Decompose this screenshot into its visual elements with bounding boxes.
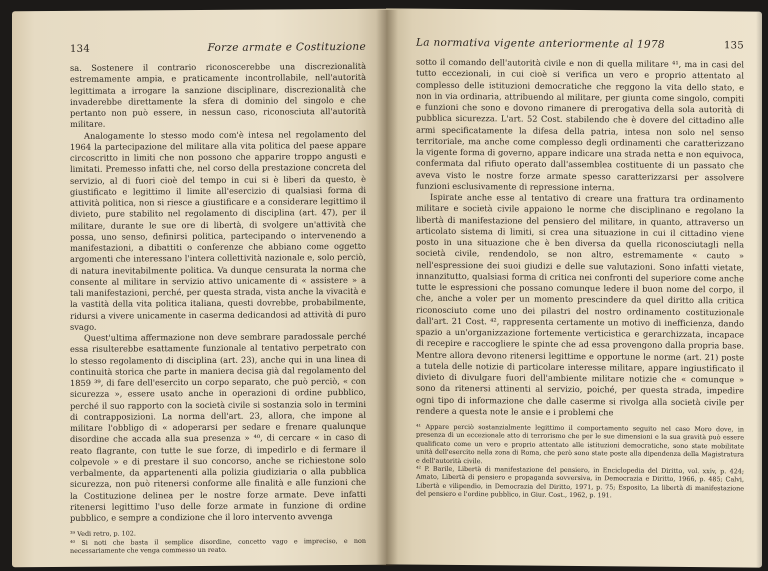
right-page-number: 135 xyxy=(724,40,744,52)
left-page xyxy=(12,9,386,568)
right-paragraph-1: sotto il comando dell'autorità civile e non di quella militare ⁴¹, ma in casi del tutto eccezionali, in cui cioè si verifica un vero e proprio attentato al complesso delle istituzioni democratiche che reggono la vita dello stato, e non in via ordinaria, attribuendo al militare, per giunta come singolo, compiti e funzioni che sono e dovono rimanere di prerogativa della sola autorità di pubblica sicurezza. L'art. 52 Cost. stabilendo che è dovere del cittadino alle armi specificatamente la difesa della patria, intesa non solo nel senso territoriale, ma anche come complesso degli ordinamenti che caratterizzano la vigente forma di governo, appare indicare una strada netta e non equivoca, confermata dal rifiuto operato dall'assemblea costituente di un passato che aveva visto le nostre forze armate spesso caratterizzarsi per assolvere funzioni esclusivamente di repressione interna. xyxy=(416,56,744,193)
left-footnote-40: ⁴⁰ Si noti che basta il semplice disordine, concetto vago e impreciso, e non necessariamente che venga commesso un reato. xyxy=(70,536,366,555)
right-footnote-41: ⁴¹ Appare perciò sostanzialmente legittimo il comportamento seguito nel caso Moro dove, in presenza di un eccezionale atto di terrorismo che per le sue dimensioni e la sua gravità può essere qualificato come un vero e proprio attentato alle istituzioni democratiche, sono state mobilitate unità dell'esercito nella zona di Roma, che però sono state poste alla dipendenza della Magistratura e dell'autorità civile. xyxy=(416,422,744,465)
right-footnote-42: ⁴² P. Barile, Libertà di manifestazione del pensiero, in Enciclopedia del Diritto, vol. xxiv, p. 424; Amato, Libertà di pensiero e propaganda sovversiva, in Democrazia e Diritto, 1966, p. 485; Calvi, Libertà e vilipendio, in Democrazia del Diritto, 1971, p. 75; Esposito, La libertà di manifestazione del pensiero e l'ordine pubblico, in Giur. Cost., 1962, p. 191. xyxy=(416,464,744,500)
left-paragraph-3: Quest'ultima affermazione non deve sembrare paradossale perché essa risulterebbe esattamente funzionale al tentativo perpetrato con lo stesso regolamento di disciplina (art. 23), anche qui in una linea di continuità storica che parte in maniera decisa già dal regolamento del 1859 ³⁹, di fare dell'esercito un corpo separato, che può perciò, « con sicurezza », essere usato anche in operazioni di ordine pubblico, perché il suo rapporto con la società civile si sostanzia solo in termini di contrapposizioni. La norma dell'art. 23, allora, che impone al militare l'obbligo di « adoperarsi per sedare e frenare qualunque disordine che accada alla sua presenza » ⁴⁰, di cercare « in caso di reato flagrante, con tutte le sue forze, di impedirlo e di fermare il colpevole » e di prestare il suo concorso, anche se richiestone solo verbalmente, da appartenenti alla polizia giudiziaria o alla pubblica sicurezza, non può ritenersi conforme alle finalità e alle funzioni che la Costituzione delinea per le nostre forze armate. Deve infatti ritenersi legittimo l'uso delle forze armate in funzione di ordine pubblico, e sempre a condizione che il loro intervento avvenga xyxy=(70,330,366,523)
right-running-title: La normativa vigente anteriormente al 1978 xyxy=(416,36,665,51)
left-footnote-39: ³⁹ Vedi retro, p. 102. xyxy=(70,529,136,539)
right-footnotes xyxy=(416,423,744,502)
left-body-text xyxy=(70,61,366,524)
right-running-head xyxy=(416,37,744,52)
left-running-title: Forze armate e Costituzione xyxy=(207,40,366,54)
left-running-head xyxy=(70,41,366,55)
right-page xyxy=(386,8,762,567)
left-footnotes xyxy=(70,528,366,555)
open-book xyxy=(12,10,762,566)
right-paragraph-2: Ispirate anche esse al tentativo di creare una frattura tra ordinamento militare e società civile appaiono le norme che disciplinano e regolano la libertà di manifestazione del pensiero del militare, in quanto, attraverso un articolato sistema di limiti, si crea una situazione in cui il cittadino viene posto in una situazione che è ben diversa da quella riconosciutagli nella società civile, rendendolo, se non altro, estremamente « cauto » nell'espressione dei suoi giudizi e delle sue valutazioni. Sono infatti vietate, innanzitutto, qualsiasi forma di critica nei confronti del superiore come anche tutte le espressioni che possano comunque ledere il buon nome del corpo, il che, anche a voler per un momento prescindere da quel diritto alla critica riconosciuto come uno dei pilastri del nostro ordinamento costituzionale dall'art. 21 Cost. ⁴², rappresenta certamente un motivo di inefficienza, dando spazio a un'organizzazione fortemente verticistica e gerarchizzata, incapace di recepire e raccogliere le spinte che ad essa provengono dalla propria base. Mentre allora devono ritenersi legittime e opportune le norme (art. 21) poste a tutela delle notizie di particolare interesse militare, appare ingiustificato il divieto di divulgare fuori dell'ambiente militare notizie che « comunque » sono da ritenersi attinenti al servizio, poiché, per questa strada, impedire ogni tipo di informazione che dalle caserme si rivolga alla società civile per rendere a questa note le ansie e i problemi che xyxy=(416,191,744,418)
left-paragraph-2: Analogamente lo stesso modo com'è intesa nel regolamento del 1964 la partecipazione del militare alla vita politica del paese appare circoscritto in limiti che non possono che apparire troppo angusti e limitati. Premesso infatti che, nel corso della prestazione concreta del servizio, al di fuori cioè del tempo in cui si è liberi da questo, è giustificato e legittimo il limite all'esercizio di qualsiasi forma di attività politica, non si riesce a giustificare e a considerare legittimo il divieto, pure stabilito nel regolamento di disciplina (art. 47), per il militare, durante le sue ore di libertà, di svolgere un'attività che possa, uno senso, definirsi politica, partecipando o intervenendo a manifestazioni, a dibattiti o conferenze che abbiano come oggetto argomenti che interessano l'intera collettività nazionale e, solo perciò, di natura inevitabilmente politica. Va dunque censurata la norma che consente al militare in servizio attivo unicamente di « assistere » a tali manifestazioni, perché, per questa strada, vista anche la vivacità e la vastità della vita politica italiana, questi dovrebbe, probabilmente, ridursi a vivere unicamente in caserma dedicandosi ad attività di puro svago. xyxy=(70,128,366,332)
left-page-number: 134 xyxy=(70,43,90,55)
page-edge-shadow xyxy=(756,12,762,568)
book-gutter xyxy=(376,10,398,566)
left-paragraph-1: sa. Sostenere il contrario riconoscerebbe una discrezionalità estremamente ampia, e praticamente incontrollabile, nell'autorità legittimata a irrogare la sanzione disciplinare, discrezionalità che invaderebbe direttamente la sfera di dominio del singolo e che pertanto non può essere, in nessun caso, riconosciuta all'autorità militare. xyxy=(70,60,366,130)
right-body-text xyxy=(416,57,744,420)
